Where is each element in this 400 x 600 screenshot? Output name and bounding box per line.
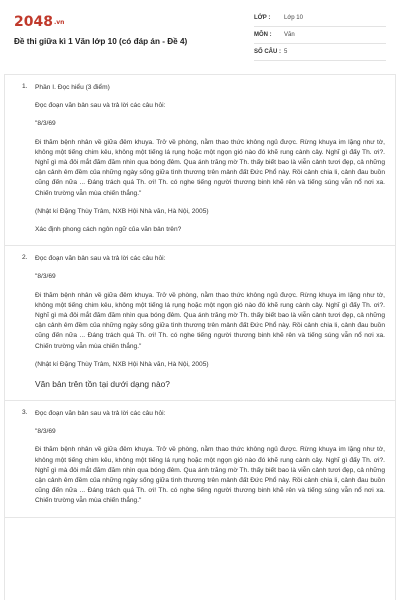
passage-source: (Nhật kí Đặng Thùy Trâm, NXB Hội Nhà văn, Hà Nội, 2005)	[35, 360, 209, 368]
question-item	[5, 246, 395, 401]
passage-text: Đi thăm bệnh nhân về giữa đêm khuya. Trở về phòng, nằm thao thức không ngủ được. Rừng khuya im lặng như tờ, không một tiếng chim kêu, không một tiếng lá rụng hoặc một ngọn gió nào đó khẽ rung cành cây. Nghĩ gì đấy Th. ơi?. Nghĩ gì mà đôi mắt đăm đăm nhìn qua bóng đêm. Qua ánh trăng mờ Th. thấy biết bao là viễn cảnh tươi đẹp, cả những cận cảnh êm đềm của những ngày sống giữa tình thương trên mảnh đất Đức Phổ này. Rồi cảnh chia li, cảnh đau buồn cũng đến nữa ... Đáng trách quá Th. ơi! Th. có nghe tiếng người thương binh khẽ rên và tiếng súng vẫn nổ nơi xa. Chiến trường vẫn mùa chiến thắng."	[35, 446, 385, 505]
question-item	[5, 401, 395, 518]
logo-suffix: .vn	[53, 18, 65, 26]
question-number: 1.	[22, 83, 28, 90]
meta-row-question-count	[254, 44, 386, 61]
meta-value: Lớp 10	[284, 15, 303, 21]
logo-text: 2048	[14, 14, 53, 30]
meta-row-grade	[254, 10, 386, 27]
site-logo[interactable]	[14, 14, 64, 30]
passage-date: "8/3/69	[35, 273, 56, 281]
passage-date: "8/3/69	[35, 428, 56, 436]
exam-meta	[254, 10, 386, 61]
question-text: Văn bản trên tồn tại dưới dạng nào?	[35, 379, 170, 390]
question-number: 3.	[22, 409, 28, 417]
question-list	[4, 74, 396, 600]
question-item	[5, 75, 395, 246]
section-heading: Phần I. Đọc hiểu (3 điểm)	[35, 84, 110, 91]
question-text: Xác định phong cách ngôn ngữ của văn bản trên?	[35, 226, 182, 234]
passage-text: Đi thăm bệnh nhân về giữa đêm khuya. Trở về phòng, nằm thao thức không ngủ được. Rừng khuya im lặng như tờ, không một tiếng chim kêu, không một tiếng lá rụng hoặc một ngọn gió nào đó khẽ rung cành cây. Nghĩ gì đấy Th. ơi?. Nghĩ gì mà đôi mắt đăm đăm nhìn qua bóng đêm. Qua ánh trăng mờ Th. thấy biết bao là viễn cảnh tươi đẹp, cả những cận cảnh êm đềm của những ngày sống giữa tình thương trên mảnh đất Đức Phổ này. Rồi cảnh chia li, cảnh đau buồn cũng đến nữa ... Đáng trách quá Th. ơi! Th. có nghe tiếng người thương binh khẽ rên và tiếng súng vẫn nổ nơi xa. Chiến trường vẫn mùa chiến thắng."	[35, 291, 385, 350]
meta-label: MÔN :	[254, 32, 272, 38]
question-number: 2.	[22, 254, 28, 262]
page-header	[14, 10, 386, 66]
passage-source: (Nhật kí Đặng Thùy Trâm, NXB Hội Nhà văn, Hà Nội, 2005)	[35, 207, 209, 215]
meta-value: Văn	[284, 32, 295, 38]
question-instruction: Đọc đoạn văn bản sau và trả lời các câu hỏi:	[35, 410, 166, 418]
question-instruction: Đọc đoạn văn bản sau và trả lời các câu hỏi:	[35, 255, 166, 263]
meta-label: LỚP :	[254, 15, 271, 21]
meta-row-subject	[254, 27, 386, 44]
meta-label: SỐ CÂU :	[254, 49, 281, 55]
question-instruction: Đọc đoạn văn bản sau và trả lời các câu hỏi:	[35, 102, 166, 110]
exam-title: Đề thi giữa kì 1 Văn lớp 10 (có đáp án - Đề 4)	[14, 37, 188, 46]
meta-value: 5	[284, 49, 288, 55]
passage-text: Đi thăm bệnh nhân về giữa đêm khuya. Trở về phòng, nằm thao thức không ngủ được. Rừng khuya im lặng như tờ, không một tiếng chim kêu, không một tiếng lá rụng hoặc một ngọn gió nào đó khẽ rung cành cây. Nghĩ gì đấy Th. ơi?. Nghĩ gì mà đôi mắt đăm đăm nhìn qua bóng đêm. Qua ánh trăng mờ Th. thấy biết bao là viễn cảnh tươi đẹp, cả những cận cảnh êm đềm của những ngày sống giữa tình thương trên mảnh đất Đức Phổ này. Rồi cảnh chia li, cảnh đau buồn cũng đến nữa ... Đáng trách quá Th. ơi! Th. có nghe tiếng người thương binh khẽ rên và tiếng súng vẫn nổ nơi xa. Chiến trường vẫn mùa chiến thắng."	[35, 138, 385, 197]
passage-date: "8/3/69	[35, 120, 56, 128]
